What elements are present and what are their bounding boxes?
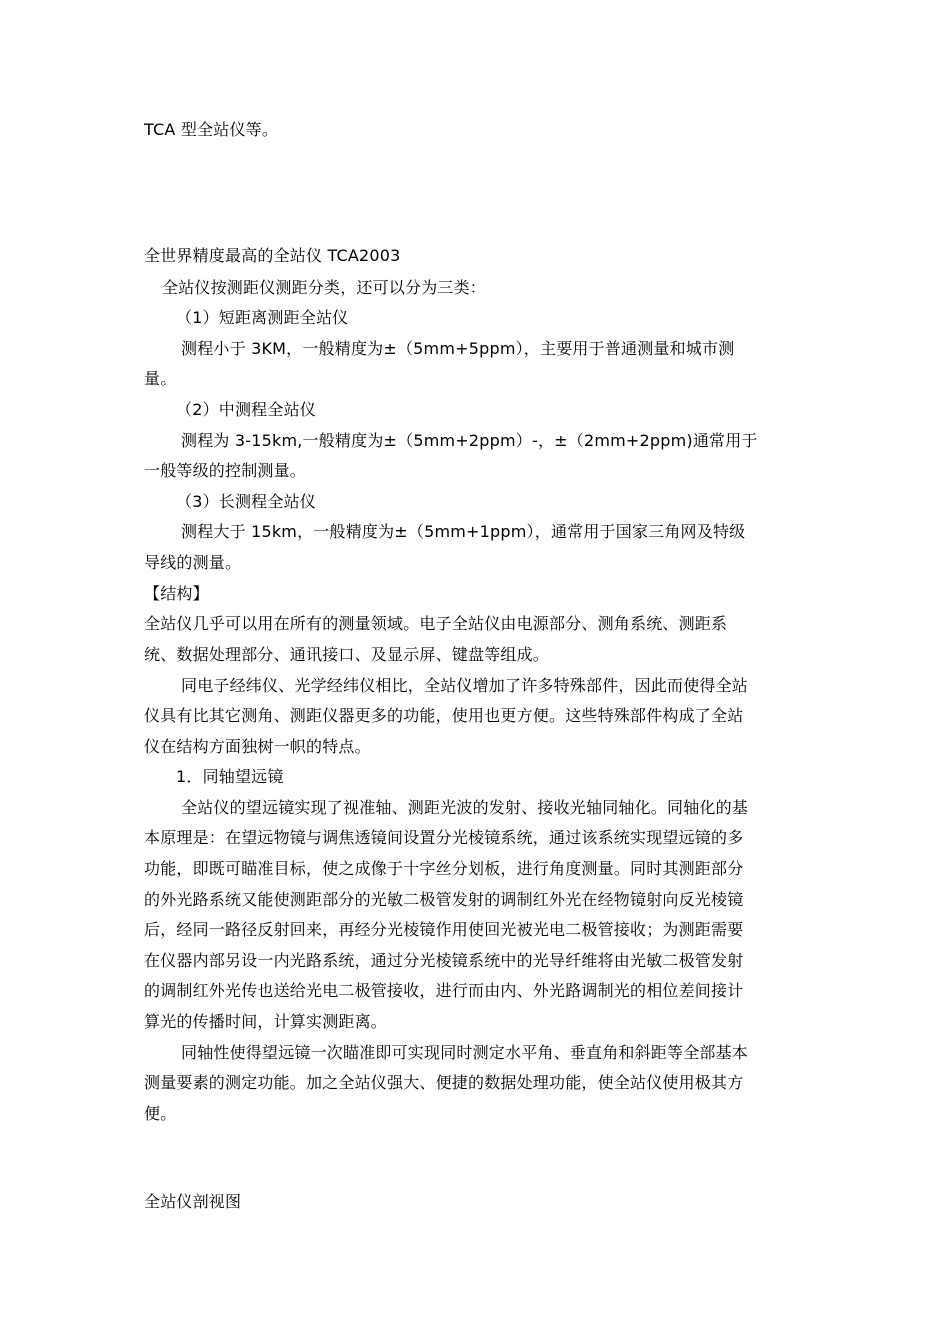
structure-paragraph-line: 仪在结构方面独树一帜的特点。 — [144, 737, 371, 756]
coaxial-paragraph-line: 全站仪的望远镜实现了视准轴、测距光波的发射、接收光轴同轴化。同轴化的基 — [181, 798, 749, 817]
coaxial-paragraph-line: 算光的传播时间，计算实测距离。 — [144, 1012, 388, 1031]
type2-desc-line: 测程为 3-15km,一般精度为±（5mm+2ppm）-，±（2mm+2ppm)通常用于 — [181, 431, 758, 450]
coaxial-telescope-heading: 1．同轴望远镜 — [176, 767, 284, 786]
coaxial-paragraph-line: 便。 — [144, 1104, 177, 1123]
type1-title: （1）短距离测距全站仪 — [176, 308, 349, 327]
coaxial-paragraph-line: 后，经同一路径反射回来，再经分光棱镜作用使回光被光电二极管接收；为测距需要 — [144, 920, 744, 939]
structure-paragraph-line: 同电子经纬仪、光学经纬仪相比，全站仪增加了许多特殊部件，因此而使得全站 — [181, 676, 749, 695]
structure-heading: 【结构】 — [144, 584, 209, 603]
intro-tail-text: TCA 型全站仪等。 — [144, 120, 279, 139]
coaxial-paragraph-line: 同轴性使得望远镜一次瞄准即可实现同时测定水平角、垂直角和斜距等全部基本 — [181, 1043, 749, 1062]
structure-paragraph-line: 仪具有比其它测角、测距仪器更多的功能，使用也更方便。这些特殊部件构成了全站 — [144, 706, 744, 725]
coaxial-paragraph-line: 本原理是：在望远物镜与调焦透镜间设置分光棱镜系统，通过该系统实现望远镜的多 — [144, 828, 744, 847]
structure-paragraph-line: 全站仪几乎可以用在所有的测量领域。电子全站仪由电源部分、测角系统、测距系 — [144, 614, 728, 633]
image-caption-tca2003: 全世界精度最高的全站仪 TCA2003 — [144, 246, 401, 265]
type3-title: （3）长测程全站仪 — [176, 492, 316, 511]
classify-intro-text: 全站仪按测距仪测距分类，还可以分为三类： — [162, 278, 487, 297]
type1-desc-line: 量。 — [144, 369, 177, 388]
coaxial-paragraph-line: 测量要素的测定功能。加之全站仪强大、便捷的数据处理功能，使全站仪使用极其方 — [144, 1073, 744, 1092]
coaxial-paragraph-line: 在仪器内部另设一内光路系统，通过分光棱镜系统中的光导纤维将由光敏二极管发射 — [144, 951, 744, 970]
coaxial-paragraph-line: 的调制红外光传也送给光电二极管接收，进行而由内、外光路调制光的相位差间接计 — [144, 981, 744, 1000]
type1-desc-line: 测程小于 3KM，一般精度为±（5mm+5ppm），主要用于普通测量和城市测 — [181, 339, 735, 358]
image-caption-cutaway: 全站仪剖视图 — [144, 1192, 242, 1211]
type2-title: （2）中测程全站仪 — [176, 400, 316, 419]
coaxial-paragraph-line: 的外光路系统又能使测距部分的光敏二极管发射的调制红外光在经物镜射向反光棱镜 — [144, 890, 744, 909]
type3-desc-line: 测程大于 15km，一般精度为±（5mm+1ppm），通常用于国家三角网及特级 — [181, 522, 746, 541]
structure-paragraph-line: 统、数据处理部分、通讯接口、及显示屏、键盘等组成。 — [144, 645, 550, 664]
type3-desc-line: 导线的测量。 — [144, 553, 242, 572]
type2-desc-line: 一般等级的控制测量。 — [144, 461, 307, 480]
coaxial-paragraph-line: 功能，即既可瞄准目标，使之成像于十字丝分划板，进行角度测量。同时其测距部分 — [144, 859, 744, 878]
